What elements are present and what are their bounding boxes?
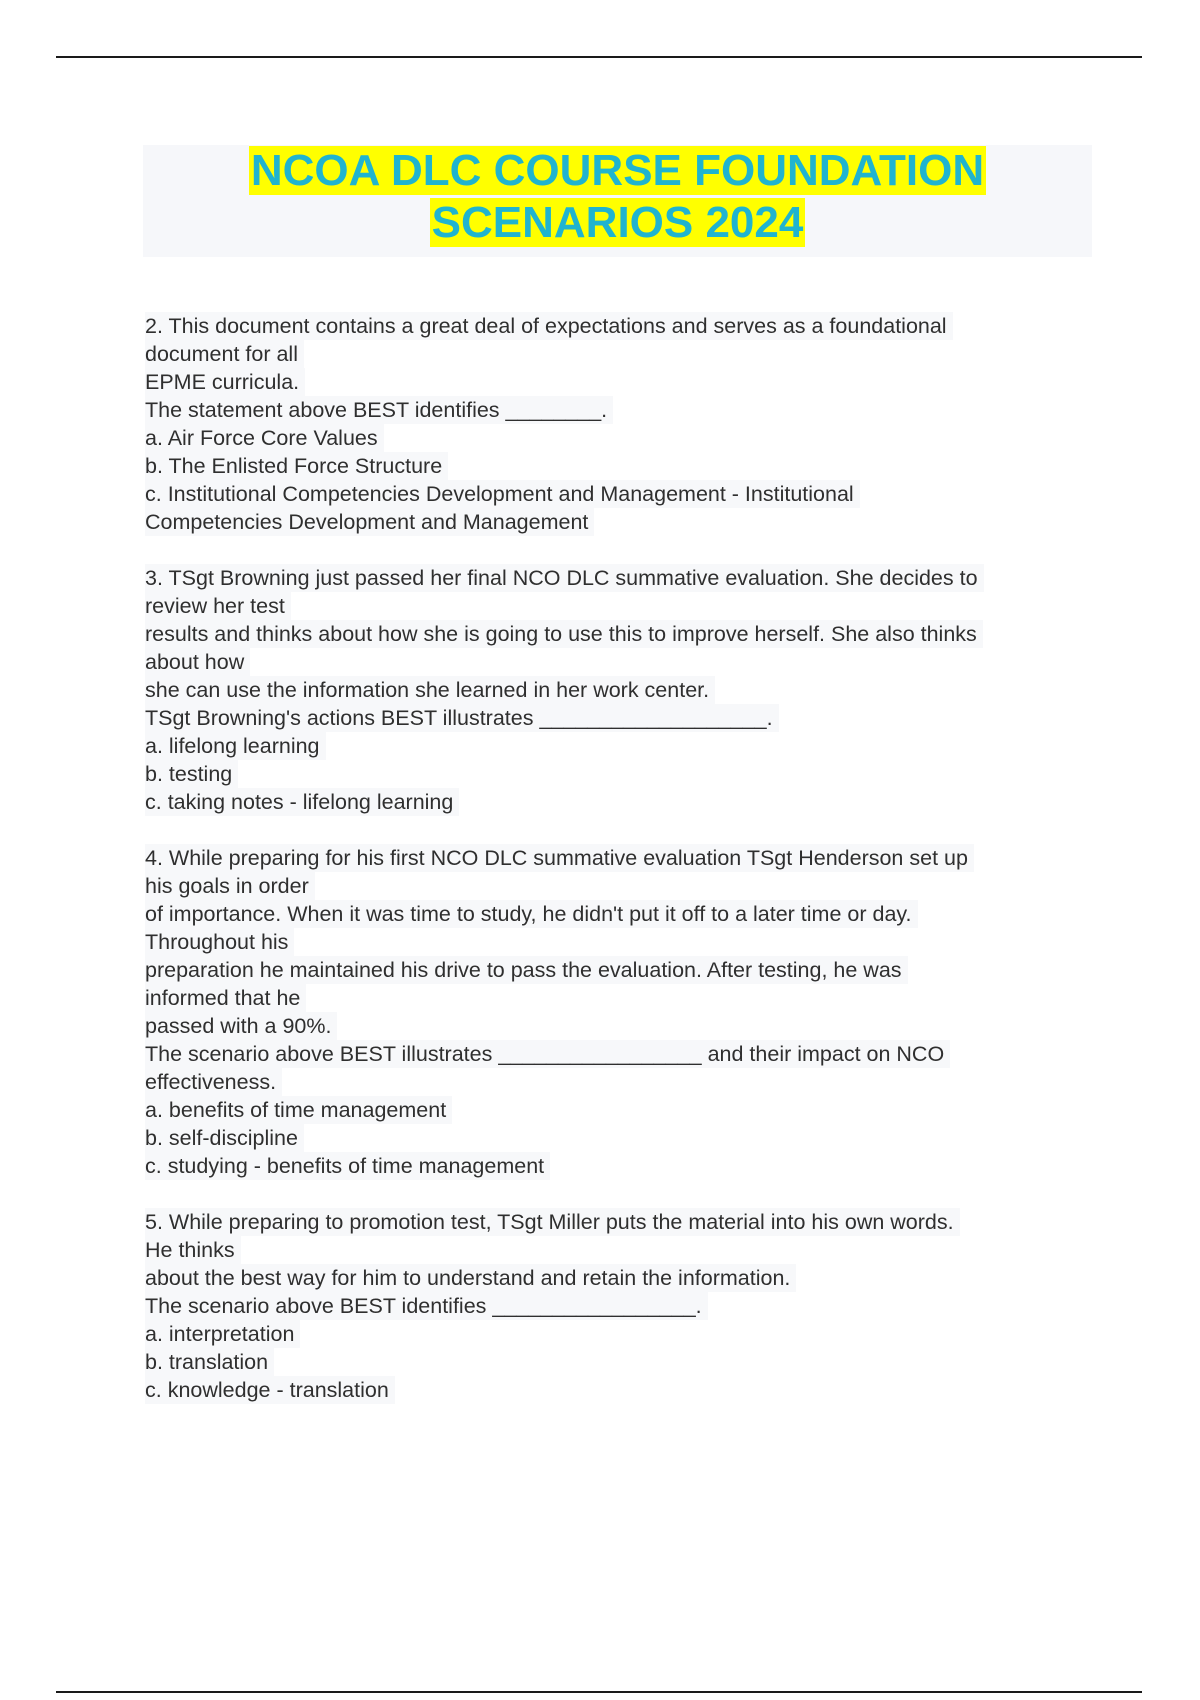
question-text-line: He thinks <box>145 1236 241 1264</box>
question-text-line: c. knowledge - translation <box>145 1376 395 1404</box>
question-block <box>145 1208 1095 1404</box>
question-text-line: c. taking notes - lifelong learning <box>145 788 459 816</box>
document-title-line-2: SCENARIOS 2024 <box>431 198 804 247</box>
question-text-line: The scenario above BEST identifies _________________. <box>145 1292 708 1320</box>
question-text-line: b. testing <box>145 760 238 788</box>
question-text-line: a. lifelong learning <box>145 732 326 760</box>
question-text-line: Competencies Development and Management <box>145 508 594 536</box>
question-text-line: a. Air Force Core Values <box>145 424 384 452</box>
question-text-line: his goals in order <box>145 872 315 900</box>
question-text-line: Throughout his <box>145 928 294 956</box>
question-text-line: review her test <box>145 592 291 620</box>
question-text-line: a. interpretation <box>145 1320 300 1348</box>
question-block <box>145 564 1095 816</box>
top-divider <box>56 56 1142 58</box>
question-text-line: b. The Enlisted Force Structure <box>145 452 448 480</box>
question-text-line: 4. While preparing for his first NCO DLC summative evaluation TSgt Henderson set up <box>145 844 974 872</box>
question-text-line: passed with a 90%. <box>145 1012 337 1040</box>
bottom-divider <box>56 1691 1142 1693</box>
question-text-line: b. translation <box>145 1348 274 1376</box>
question-text-line: b. self-discipline <box>145 1124 304 1152</box>
document-title-block <box>143 145 1092 257</box>
question-text-line: The statement above BEST identifies ________. <box>145 396 613 424</box>
question-text-line: c. Institutional Competencies Development and Management - Institutional <box>145 480 860 508</box>
question-text-line: The scenario above BEST illustrates _________________ and their impact on NCO <box>145 1040 950 1068</box>
question-block <box>145 844 1095 1180</box>
question-block <box>145 312 1095 536</box>
question-text-line: informed that he <box>145 984 306 1012</box>
question-text-line: results and thinks about how she is going to use this to improve herself. She also thinks <box>145 620 983 648</box>
question-text-line: preparation he maintained his drive to pass the evaluation. After testing, he was <box>145 956 908 984</box>
question-text-line: TSgt Browning's actions BEST illustrates ___________________. <box>145 704 779 732</box>
question-text-line: 5. While preparing to promotion test, TSgt Miller puts the material into his own words. <box>145 1208 960 1236</box>
document-title-line-1: NCOA DLC COURSE FOUNDATION <box>250 146 985 195</box>
question-text-line: EPME curricula. <box>145 368 305 396</box>
questions-list <box>145 312 1095 1432</box>
question-text-line: 3. TSgt Browning just passed her final NCO DLC summative evaluation. She decides to <box>145 564 984 592</box>
question-text-line: document for all <box>145 340 304 368</box>
question-text-line: a. benefits of time management <box>145 1096 452 1124</box>
question-text-line: she can use the information she learned in her work center. <box>145 676 715 704</box>
question-text-line: about the best way for him to understand and retain the information. <box>145 1264 796 1292</box>
question-text-line: of importance. When it was time to study, he didn't put it off to a later time or day. <box>145 900 918 928</box>
question-text-line: c. studying - benefits of time management <box>145 1152 550 1180</box>
question-text-line: 2. This document contains a great deal of expectations and serves as a foundational <box>145 312 953 340</box>
question-text-line: effectiveness. <box>145 1068 282 1096</box>
question-text-line: about how <box>145 648 250 676</box>
